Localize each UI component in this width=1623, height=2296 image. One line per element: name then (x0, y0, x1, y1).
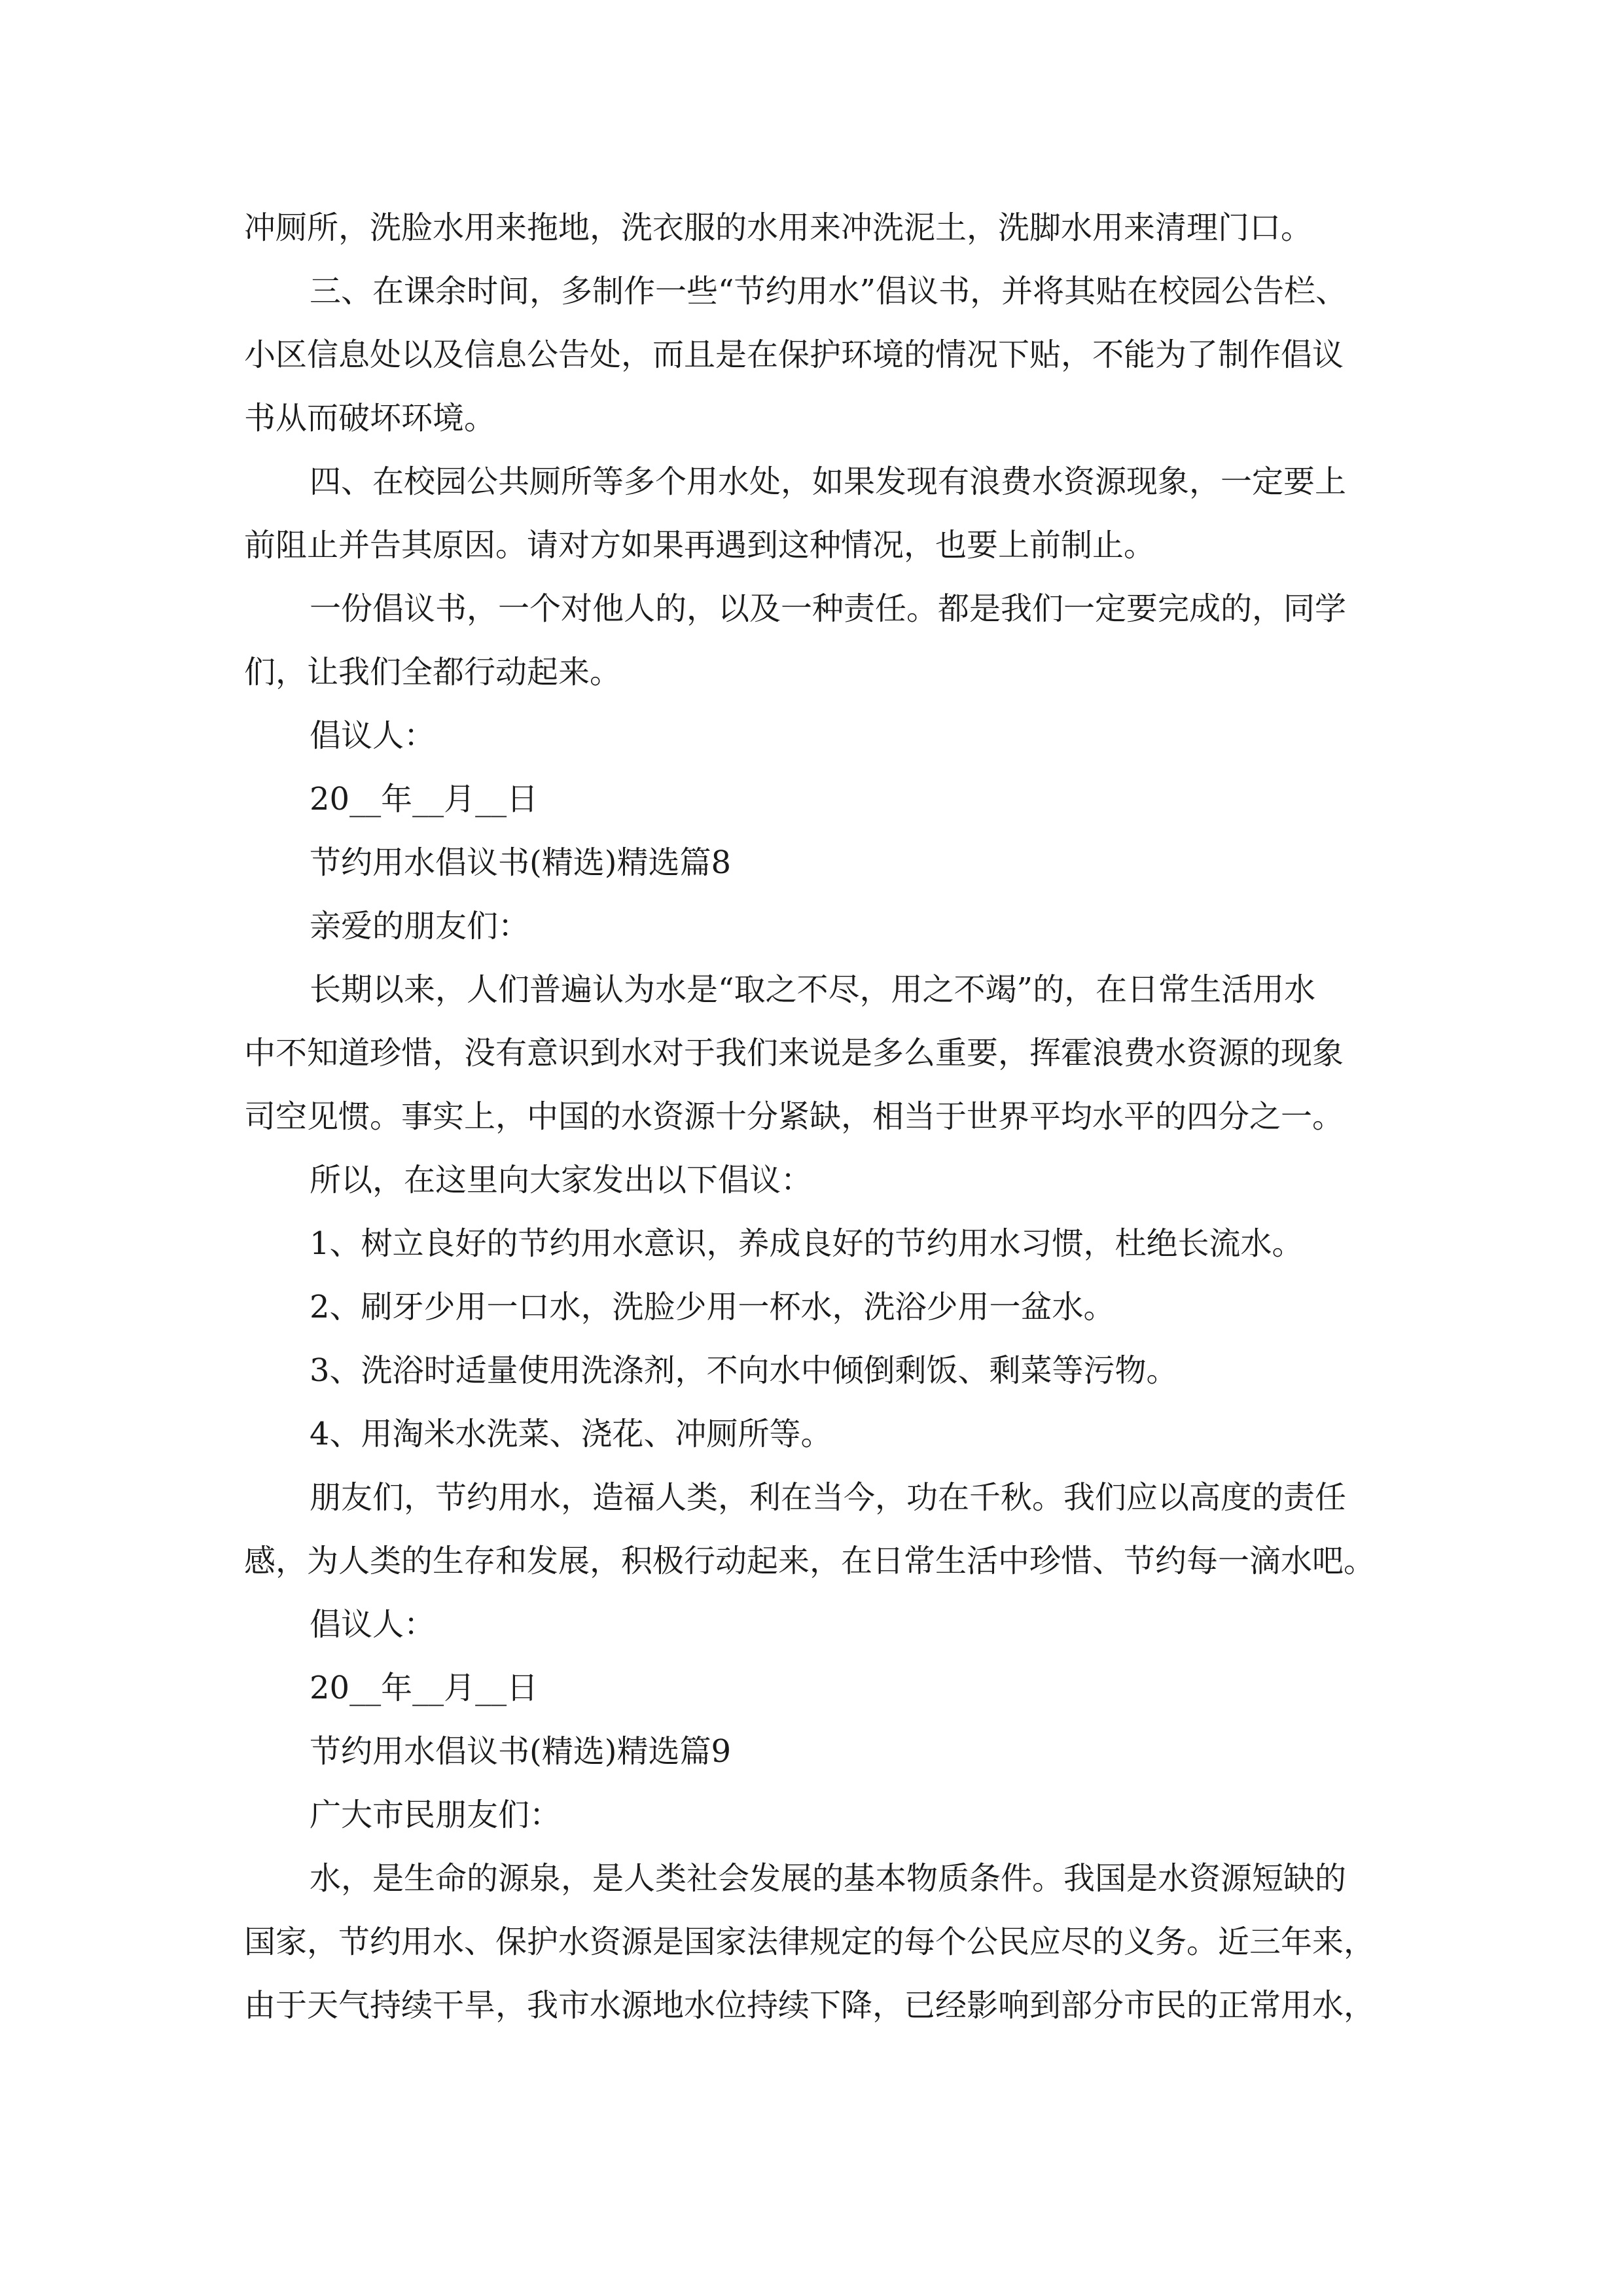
text-line: 倡议人： (310, 717, 436, 754)
text-line: 感，为人类的生存和发展，积极行动起来，在日常生活中珍惜、节约每一滴水吧。 (244, 1543, 1376, 1579)
document-body (244, 196, 1383, 2037)
text-line: 长期以来，人们普遍认为水是“取之不尽，用之不竭”的，在日常生活用水 (310, 971, 1316, 1008)
text-line: 亲爱的朋友们： (310, 908, 530, 944)
text-line: 小区信息处以及信息公告处，而且是在保护环境的情况下贴，不能为了制作倡议 (244, 336, 1344, 373)
text-line: 2、刷牙少用一口水，洗脸少用一杯水，洗浴少用一盆水。 (310, 1289, 1115, 1325)
text-line: 20__年__月__日 (310, 1670, 539, 1706)
text-line: 们，让我们全都行动起来。 (244, 654, 622, 691)
text-line: 所以，在这里向大家发出以下倡议： (310, 1162, 813, 1198)
text-line: 一份倡议书，一个对他人的，以及一种责任。都是我们一定要完成的，同学 (310, 590, 1347, 627)
text-line: 国家，节约用水、保护水资源是国家法律规定的每个公民应尽的义务。近三年来， (244, 1924, 1376, 1960)
text-line: 1、树立良好的节约用水意识，养成良好的节约用水习惯，杜绝长流水。 (310, 1225, 1304, 1262)
text-line: 朋友们，节约用水，造福人类，利在当今，功在千秋。我们应以高度的责任 (310, 1479, 1347, 1516)
text-line: 书从而破坏环境。 (244, 400, 496, 437)
text-line: 由于天气持续干旱，我市水源地水位持续下降，已经影响到部分市民的正常用水， (244, 1987, 1376, 2024)
text-line: 三、在课余时间，多制作一些“节约用水”倡议书，并将其贴在校园公告栏、 (310, 273, 1347, 310)
text-line: 四、在校园公共厕所等多个用水处，如果发现有浪费水资源现象，一定要上 (310, 463, 1347, 500)
text-line: 节约用水倡议书(精选)精选篇8 (310, 844, 731, 881)
text-line: 水，是生命的源泉，是人类社会发展的基本物质条件。我国是水资源短缺的 (310, 1860, 1347, 1897)
text-line: 司空见惯。事实上，中国的水资源十分紧缺，相当于世界平均水平的四分之一。 (244, 1098, 1344, 1135)
text-line: 中不知道珍惜，没有意识到水对于我们来说是多么重要，挥霍浪费水资源的现象 (244, 1035, 1344, 1071)
text-line: 4、用淘米水洗菜、浇花、冲厕所等。 (310, 1416, 832, 1452)
text-line: 节约用水倡议书(精选)精选篇9 (310, 1733, 731, 1770)
text-line: 3、洗浴时适量使用洗涤剂，不向水中倾倒剩饭、剩菜等污物。 (310, 1352, 1178, 1389)
text-line: 广大市民朋友们： (310, 1797, 562, 1833)
text-line: 冲厕所，洗脸水用来拖地，洗衣服的水用来冲洗泥土，洗脚水用来清理门口。 (244, 209, 1313, 246)
text-line: 前阻止并告其原因。请对方如果再遇到这种情况，也要上前制止。 (244, 527, 1156, 564)
text-line: 20__年__月__日 (310, 781, 539, 817)
text-line: 倡议人： (310, 1606, 436, 1643)
